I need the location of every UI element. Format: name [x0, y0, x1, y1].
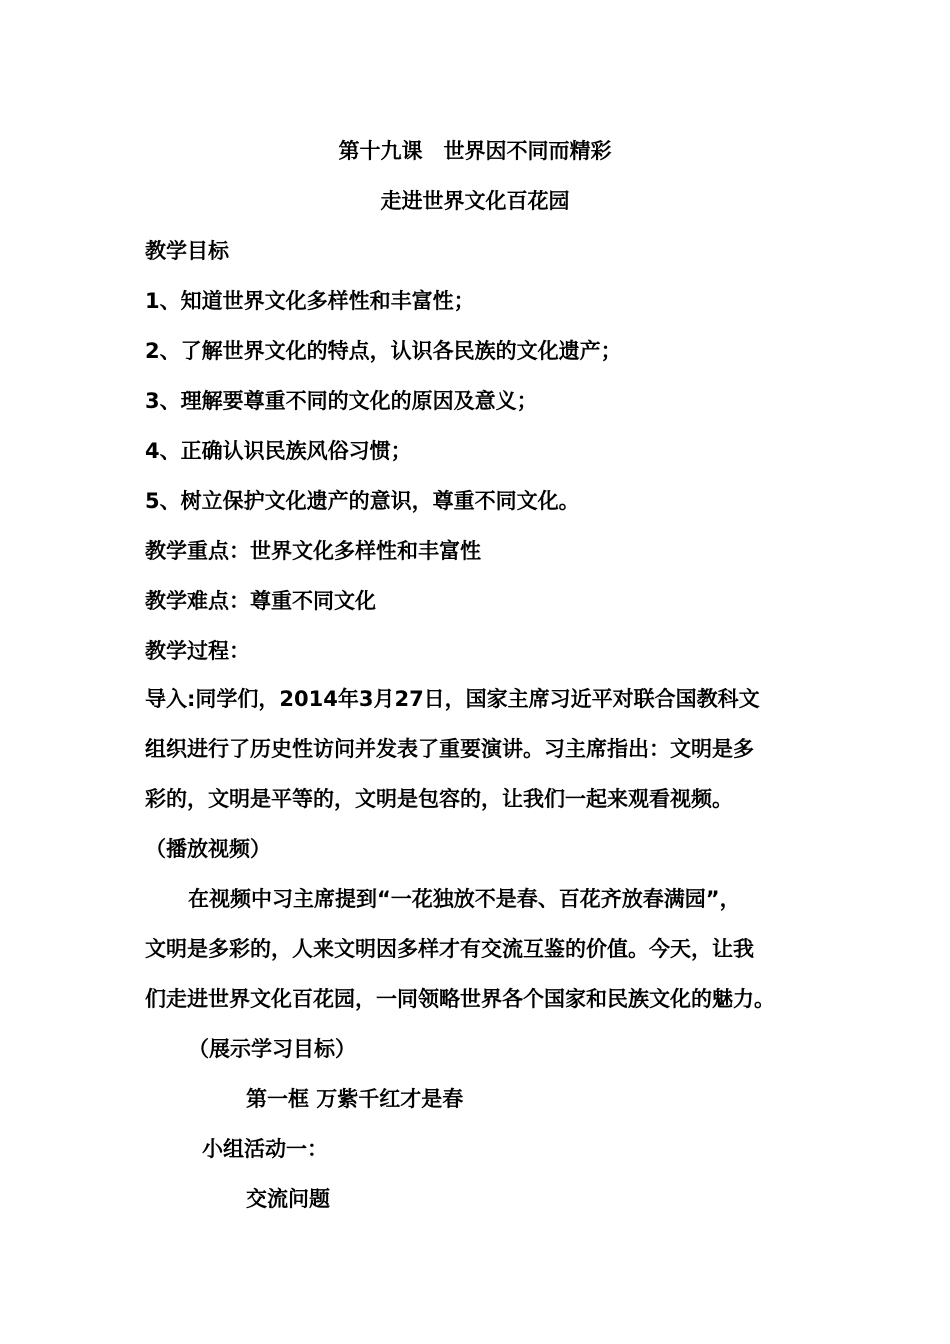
- goal-item: 3、理解要尊重不同的文化的原因及意义；: [145, 389, 538, 413]
- difficulty: 教学难点：尊重不同文化: [145, 589, 376, 613]
- paragraph-line: 在视频中习主席提到“一花独放不是春、百花齐放春满园”，: [188, 887, 741, 911]
- goal-item: 2、了解世界文化的特点，认识各民族的文化遗产；: [145, 339, 622, 363]
- intro-line: 组织进行了历史性访问并发表了重要演讲。习主席指出：文明是多: [145, 737, 754, 761]
- goal-item: 1、知道世界文化多样性和丰富性；: [145, 289, 475, 313]
- exchange-question-heading: 交流问题: [246, 1187, 330, 1211]
- paragraph-line: 文明是多彩的，人来文明因多样才有交流互鉴的价值。今天，让我: [145, 937, 754, 961]
- intro-line: 彩的，文明是平等的，文明是包容的，让我们一起来观看视频。: [145, 787, 733, 811]
- group-activity-heading: 小组活动一：: [202, 1137, 328, 1161]
- key-point: 教学重点：世界文化多样性和丰富性: [145, 539, 481, 563]
- frame-one-heading: 第一框 万紫千红才是春: [246, 1087, 464, 1111]
- goal-item: 4、正确认识民族风俗习惯；: [145, 439, 412, 463]
- intro-line: 导入:同学们，2014年3月27日，国家主席习近平对联合国教科文: [145, 687, 760, 711]
- lesson-title: 第十九课 世界因不同而精彩: [338, 139, 612, 163]
- goal-item: 5、树立保护文化遗产的意识，尊重不同文化。: [145, 489, 580, 513]
- paragraph-line: 们走进世界文化百花园，一同领略世界各个国家和民族文化的魅力。: [145, 987, 775, 1011]
- play-video-note: （播放视频）: [145, 837, 271, 861]
- lesson-subtitle: 走进世界文化百花园: [380, 189, 570, 213]
- process-heading: 教学过程：: [145, 639, 250, 663]
- show-goals-note: （展示学习目标）: [188, 1037, 356, 1061]
- goals-heading: 教学目标: [145, 239, 229, 263]
